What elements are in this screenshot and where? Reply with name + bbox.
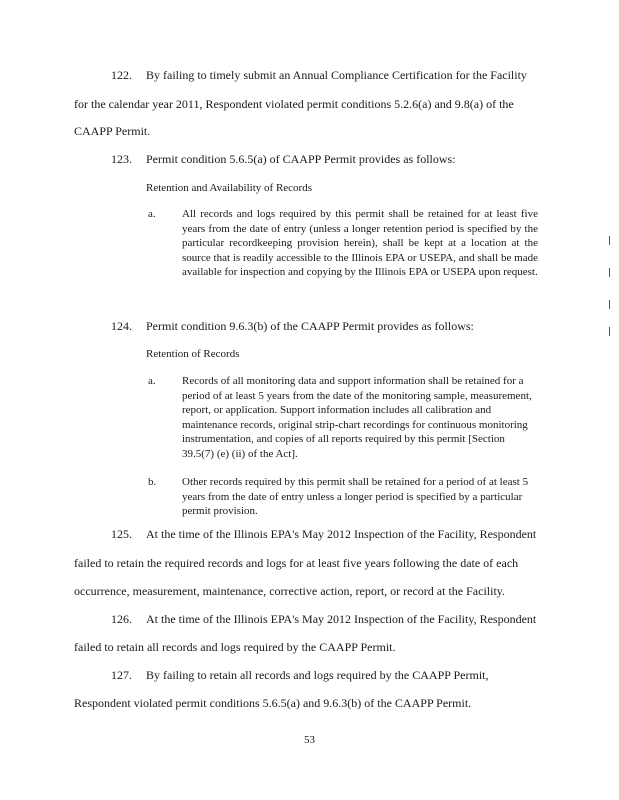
quoted-condition-9-6-3-b: Other records required by this permit shall be retained for a period of at least 5 years from the date of entry unless a longer period is specified by a particular permit provision. [182,476,529,517]
paragraph-number-124: 124. [111,319,132,333]
quoted-condition-9-6-3-a: Records of all monitoring data and support information shall be retained for a period of at least 5 years from the date of the monitoring sample, measurement, report, or application. Support information includes all calibration and maintenance records, original strip-chart recordings for continuous monitoring instrumentation, and copies of all reports required by this permit [Section 39.5(7) (e) (ii) of the Act]. [182,375,532,460]
paragraph-124-line-1: Permit condition 9.6.3(b) of the CAAPP Permit provides as follows: [146,319,474,333]
page-number: 53 [304,734,315,746]
margin-mark [609,236,610,245]
paragraph-125-line-3: occurrence, measurement, maintenance, corrective action, report, or record at the Facility. [74,584,506,598]
list-item-label-a: a. [148,375,156,387]
paragraph-123-line-1: Permit condition 5.6.5(a) of CAAPP Permit provides as follows: [146,152,456,166]
list-item-label-b: b. [148,476,157,488]
paragraph-127-line-2: Respondent violated permit conditions 5.6.5(a) and 9.6.3(b) of the CAAPP Permit. [74,696,472,710]
paragraph-number-123: 123. [111,152,132,166]
paragraph-126-line-1: At the time of the Illinois EPA's May 2012 Inspection of the Facility, Respondent [146,612,537,626]
paragraph-number-127: 127. [111,668,132,682]
paragraph-number-126: 126. [111,612,132,626]
paragraph-125-line-1: At the time of the Illinois EPA's May 2012 Inspection of the Facility, Respondent [146,527,537,541]
list-item-label-a: a. [148,208,156,220]
paragraph-122-line-3: CAAPP Permit. [74,124,151,138]
paragraph-number-122: 122. [111,68,132,82]
margin-mark [609,268,610,277]
paragraph-127-line-1: By failing to retain all records and logs required by the CAAPP Permit, [146,668,489,682]
margin-mark [609,327,610,336]
paragraph-122-line-1: By failing to timely submit an Annual Compliance Certification for the Facility [146,68,527,82]
paragraph-122-line-2: for the calendar year 2011, Respondent violated permit conditions 5.2.6(a) and 9.8(a) of the [74,97,514,111]
section-heading-retention-availability: Retention and Availability of Records [146,182,312,194]
paragraph-125-line-2: failed to retain the required records and logs for at least five years following the date of each [74,556,519,570]
margin-mark [609,300,610,309]
quoted-condition-5-6-5-a: All records and logs required by this permit shall be retained for at least five years from the date of entry (unless a longer retention period is specified by the particular recordkeeping provision herein), shall be kept at a location at the source that is readily accessible to the Illinois EPA or USEPA, and shall be made available for inspection and copying by the Illinois EPA or USEPA upon request. [182,208,538,278]
section-heading-retention-records: Retention of Records [146,348,240,360]
paragraph-number-125: 125. [111,527,132,541]
paragraph-126-line-2: failed to retain all records and logs required by the CAAPP Permit. [74,640,396,654]
